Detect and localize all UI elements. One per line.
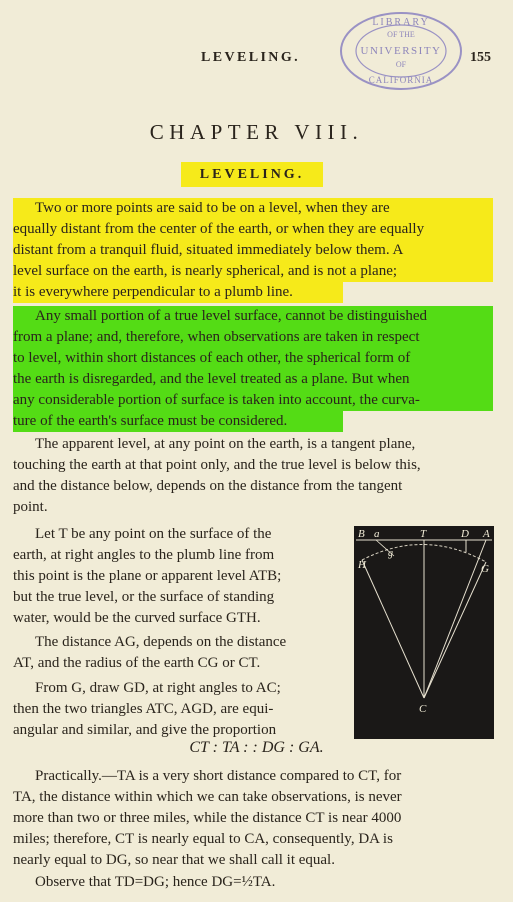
stamp-line-1: LIBRARY [372,17,430,28]
para1-line-3: distant from a tranquil fluid, situated immediately below them. A [13,240,493,261]
para3-line-2: touching the earth at that point only, and the true level is below this, [13,457,421,473]
stamp-line-2: OF THE [387,30,415,39]
para2-line-5: any considerable portion of surface is taken into account, the curva- [13,390,493,411]
library-stamp [338,10,464,92]
label-B: B [358,528,365,540]
para5-line-2: AT, and the radius of the earth CG or CT. [13,655,261,671]
para1-line-5: it is everywhere perpendicular to a plumb line. [13,282,343,303]
para2-line-3: to level, within short distances of each other, the spherical form of [13,348,493,369]
label-D: D [461,528,469,540]
para3-line-3: and the distance below, depends on the distance from the tangent [13,478,403,494]
page-number: 155 [470,50,491,65]
para1-line-2: equally distant from the center of the earth, or when they are equally [13,219,493,240]
stamp-line-3: UNIVERSITY [360,45,442,57]
running-header: LEVELING. [201,50,301,65]
label-a: a [374,528,380,540]
para1-line-4: level surface on the earth, is nearly spherical, and is not a plane; [13,261,493,282]
para2-line-6: ture of the earth's surface must be considered. [13,411,343,432]
paragraph-1 [13,198,493,303]
paragraph-5 [13,632,349,674]
paragraph-4 [13,524,349,629]
para2-line-2: from a plane; and, therefore, when observations are taken in respect [13,327,493,348]
label-H: H [358,559,366,571]
label-C: C [419,703,427,715]
para4-line-1: Let T be any point on the surface of the [35,526,272,542]
label-G: G [481,563,489,575]
para7-line-3: more than two or three miles, while the distance CT is near 4000 [13,810,402,826]
leveling-diagram [354,526,494,739]
para7-line-4: miles; therefore, CT is nearly equal to CA, consequently, DA is [13,831,393,847]
para2-line-1: Any small portion of a true level surface, cannot be distinguished [13,306,493,327]
para5-line-1: The distance AG, depends on the distance [35,634,287,650]
para4-line-5: water, would be the curved surface GTH. [13,610,261,626]
para3-line-4: point. [13,499,48,515]
chapter-subtitle: LEVELING. [181,162,323,187]
para1-line-1: Two or more points are said to be on a level, when they are [13,198,493,219]
proportion-equation: CT : TA : : DG : GA. [189,739,324,756]
paragraph-2 [13,306,493,432]
para6-line-1: From G, draw GD, at right angles to AC; [35,680,281,696]
label-g: g [388,548,393,559]
para6-line-2: then the two triangles ATC, AGD, are equi- [13,701,274,717]
para2-line-4: the earth is disregarded, and the level treated as a plane. But when [13,369,493,390]
stamp-line-5: CALIFORNIA [368,75,434,85]
para7-line-2: TA, the distance within which we can take observations, is never [13,789,402,805]
para7-line-5: nearly equal to DG, so near that we shall call it equal. [13,852,335,868]
para4-line-3: this point is the plane or apparent level ATB; [13,568,282,584]
paragraph-3 [13,434,493,518]
para4-line-2: earth, at right angles to the plumb line from [13,547,275,563]
label-T: T [420,528,427,540]
paragraph-6 [13,678,349,741]
paragraph-7 [13,766,493,871]
para6-line-3: angular and similar, and give the proportion [13,722,277,738]
chapter-title: CHAPTER VIII. [149,120,364,144]
para3-line-1: The apparent level, at any point on the earth, is a tangent plane, [35,436,416,452]
label-A: A [483,528,490,540]
para7-line-1: Practically.—TA is a very short distance compared to CT, for [35,768,402,784]
stamp-line-4: OF [395,60,407,69]
para4-line-4: but the true level, or the surface of standing [13,589,275,605]
closing-line: Observe that TD=DG; hence DG=½TA. [35,874,276,890]
